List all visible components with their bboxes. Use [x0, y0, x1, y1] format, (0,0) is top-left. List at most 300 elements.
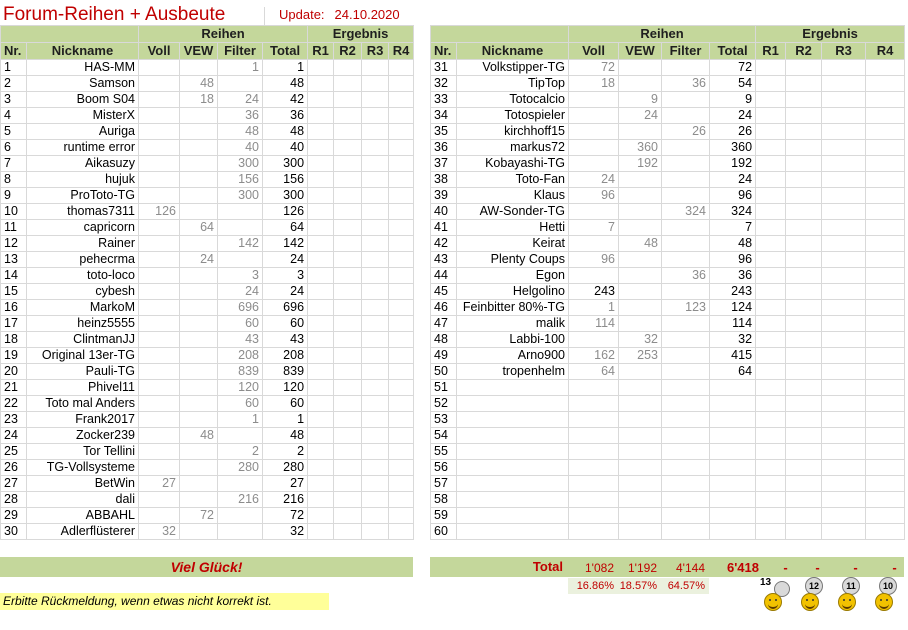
row-voll: 243	[569, 284, 619, 300]
row-total: 36	[263, 108, 308, 124]
row-vew	[619, 524, 662, 540]
row-r1	[756, 380, 786, 396]
row-nickname: TG-Vollsysteme	[27, 460, 139, 476]
row-r2	[334, 236, 362, 252]
row-voll: 32	[139, 524, 180, 540]
row-r4	[389, 76, 414, 92]
row-number: 25	[1, 444, 27, 460]
row-vew	[619, 188, 662, 204]
row-nickname: Zocker239	[27, 428, 139, 444]
row-vew	[180, 380, 218, 396]
table-row	[431, 364, 905, 380]
row-total: 124	[710, 300, 756, 316]
table-row	[1, 284, 414, 300]
row-r4	[389, 236, 414, 252]
row-r1	[308, 460, 334, 476]
row-filter	[662, 460, 710, 476]
row-vew	[619, 76, 662, 92]
table-row	[431, 284, 905, 300]
row-r1	[756, 236, 786, 252]
participants-table-right	[430, 25, 905, 540]
row-r3	[362, 364, 389, 380]
row-r3	[362, 300, 389, 316]
table-row	[431, 300, 905, 316]
header-r3: R3	[822, 43, 866, 60]
row-vew	[180, 172, 218, 188]
row-vew: 48	[180, 76, 218, 92]
row-r3	[822, 316, 866, 332]
row-r3	[822, 412, 866, 428]
table-row	[1, 444, 414, 460]
row-total: 48	[263, 76, 308, 92]
row-voll: 27	[139, 476, 180, 492]
table-row	[431, 492, 905, 508]
row-r4	[389, 348, 414, 364]
row-r1	[308, 172, 334, 188]
row-voll	[139, 364, 180, 380]
row-r4	[866, 252, 905, 268]
row-nickname: Frank2017	[27, 412, 139, 428]
row-r1	[308, 380, 334, 396]
row-r2	[334, 284, 362, 300]
row-r2	[786, 460, 822, 476]
table-row	[1, 476, 414, 492]
row-vew	[619, 476, 662, 492]
row-r2	[334, 316, 362, 332]
row-r2	[334, 524, 362, 540]
row-filter	[662, 156, 710, 172]
row-filter	[662, 476, 710, 492]
header-r1: R1	[308, 43, 334, 60]
row-r2	[786, 332, 822, 348]
row-filter	[662, 140, 710, 156]
row-voll	[139, 108, 180, 124]
row-total: 696	[263, 300, 308, 316]
row-r1	[308, 524, 334, 540]
row-number: 52	[431, 396, 457, 412]
row-voll	[569, 92, 619, 108]
row-nickname	[457, 460, 569, 476]
row-number: 51	[431, 380, 457, 396]
row-number: 32	[431, 76, 457, 92]
row-r4	[389, 140, 414, 156]
row-r1	[756, 156, 786, 172]
row-nickname: Plenty Coups	[457, 252, 569, 268]
row-total: 24	[263, 284, 308, 300]
table-row	[431, 92, 905, 108]
row-vew: 9	[619, 92, 662, 108]
row-r1	[756, 60, 786, 76]
row-r2	[786, 316, 822, 332]
table-row	[1, 380, 414, 396]
row-r1	[308, 492, 334, 508]
row-r1	[308, 76, 334, 92]
row-nickname	[457, 428, 569, 444]
row-voll	[139, 316, 180, 332]
row-r4	[389, 316, 414, 332]
row-r4	[866, 108, 905, 124]
row-number: 30	[1, 524, 27, 540]
row-total: 280	[263, 460, 308, 476]
row-filter	[662, 396, 710, 412]
11er-smiley-icon	[834, 577, 864, 611]
row-voll	[569, 444, 619, 460]
row-filter	[662, 412, 710, 428]
row-vew	[180, 364, 218, 380]
row-nickname: ClintmanJJ	[27, 332, 139, 348]
r2-result: -	[815, 560, 820, 575]
row-total: 64	[263, 220, 308, 236]
row-total	[710, 396, 756, 412]
row-number: 39	[431, 188, 457, 204]
row-total: 48	[710, 236, 756, 252]
table-row	[1, 428, 414, 444]
row-filter	[218, 252, 263, 268]
row-vew	[619, 492, 662, 508]
row-r4	[866, 140, 905, 156]
row-total: 60	[263, 316, 308, 332]
row-r4	[389, 172, 414, 188]
row-r3	[362, 252, 389, 268]
table-row	[1, 76, 414, 92]
row-r2	[786, 124, 822, 140]
row-filter: 1	[218, 60, 263, 76]
row-nickname: Original 13er-TG	[27, 348, 139, 364]
row-r1	[756, 428, 786, 444]
table-row	[1, 172, 414, 188]
update-info	[264, 7, 400, 25]
row-total: 72	[263, 508, 308, 524]
row-r1	[308, 220, 334, 236]
row-r3	[362, 316, 389, 332]
row-filter: 24	[218, 284, 263, 300]
row-vew	[619, 380, 662, 396]
row-voll	[139, 412, 180, 428]
row-total: 96	[710, 252, 756, 268]
row-total: 324	[710, 204, 756, 220]
row-nickname: toto-loco	[27, 268, 139, 284]
header-nr: Nr.	[1, 43, 27, 60]
row-voll	[139, 124, 180, 140]
row-number: 57	[431, 476, 457, 492]
row-nickname: HAS-MM	[27, 60, 139, 76]
row-r1	[756, 204, 786, 220]
row-r3	[362, 76, 389, 92]
row-nickname: ABBAHL	[27, 508, 139, 524]
row-r3	[362, 476, 389, 492]
table-row	[1, 236, 414, 252]
table-row	[1, 140, 414, 156]
row-vew	[619, 428, 662, 444]
row-voll	[139, 508, 180, 524]
row-voll	[569, 460, 619, 476]
row-nickname	[457, 492, 569, 508]
row-r2	[334, 476, 362, 492]
row-number: 49	[431, 348, 457, 364]
row-filter: 142	[218, 236, 263, 252]
row-voll	[569, 396, 619, 412]
row-voll	[569, 236, 619, 252]
row-vew: 192	[619, 156, 662, 172]
row-filter	[662, 492, 710, 508]
row-r2	[786, 476, 822, 492]
row-r1	[308, 332, 334, 348]
row-r3	[822, 364, 866, 380]
header-r1: R1	[756, 43, 786, 60]
row-vew	[180, 396, 218, 412]
row-vew	[180, 108, 218, 124]
row-r4	[866, 300, 905, 316]
header-r2: R2	[786, 43, 822, 60]
smiley-label: 13	[760, 577, 772, 588]
row-voll	[139, 268, 180, 284]
row-nickname	[457, 524, 569, 540]
row-total: 24	[710, 172, 756, 188]
row-r3	[822, 220, 866, 236]
row-r1	[308, 156, 334, 172]
table-row	[1, 108, 414, 124]
voll-total: 1'082	[585, 561, 614, 575]
row-filter	[662, 332, 710, 348]
table-row	[1, 252, 414, 268]
row-r2	[786, 188, 822, 204]
header-r2: R2	[334, 43, 362, 60]
row-vew	[619, 204, 662, 220]
row-nickname: Pauli-TG	[27, 364, 139, 380]
row-total: 24	[263, 252, 308, 268]
row-r2	[334, 508, 362, 524]
row-filter	[662, 220, 710, 236]
row-r1	[756, 524, 786, 540]
row-number: 26	[1, 460, 27, 476]
row-total: 120	[263, 380, 308, 396]
table-row	[1, 92, 414, 108]
row-nickname: Aikasuzy	[27, 156, 139, 172]
row-vew	[180, 204, 218, 220]
row-nickname: Boom S04	[27, 92, 139, 108]
row-r1	[756, 396, 786, 412]
row-number: 53	[431, 412, 457, 428]
10er-smiley-icon	[871, 577, 901, 611]
row-r3	[822, 140, 866, 156]
row-r2	[334, 396, 362, 412]
row-vew	[619, 412, 662, 428]
row-r4	[866, 316, 905, 332]
row-r1	[308, 204, 334, 220]
row-r3	[822, 252, 866, 268]
table-row	[1, 524, 414, 540]
row-r3	[362, 508, 389, 524]
table-row	[431, 236, 905, 252]
row-total: 142	[263, 236, 308, 252]
table-row	[431, 108, 905, 124]
row-total: 216	[263, 492, 308, 508]
row-r2	[334, 156, 362, 172]
row-nickname: MisterX	[27, 108, 139, 124]
row-r2	[334, 428, 362, 444]
12er-smiley-icon	[797, 577, 827, 611]
row-r1	[308, 300, 334, 316]
row-nickname: BetWin	[27, 476, 139, 492]
row-filter: 36	[662, 76, 710, 92]
row-r3	[822, 524, 866, 540]
table-row	[431, 332, 905, 348]
header-r4: R4	[389, 43, 414, 60]
row-r1	[756, 316, 786, 332]
row-r1	[756, 508, 786, 524]
row-voll	[569, 204, 619, 220]
row-total	[710, 428, 756, 444]
row-number: 33	[431, 92, 457, 108]
row-number: 43	[431, 252, 457, 268]
row-r2	[786, 300, 822, 316]
row-voll	[139, 460, 180, 476]
table-row	[431, 76, 905, 92]
row-r1	[308, 444, 334, 460]
row-r2	[786, 428, 822, 444]
row-vew	[180, 156, 218, 172]
row-total: 96	[710, 188, 756, 204]
table-row	[431, 268, 905, 284]
row-r2	[786, 76, 822, 92]
row-total	[710, 524, 756, 540]
row-voll: 162	[569, 348, 619, 364]
row-number: 41	[431, 220, 457, 236]
row-number: 28	[1, 492, 27, 508]
row-r4	[389, 188, 414, 204]
row-r2	[334, 92, 362, 108]
row-vew	[619, 220, 662, 236]
row-vew	[180, 140, 218, 156]
header-voll: Voll	[139, 43, 180, 60]
row-r2	[786, 172, 822, 188]
row-nickname: pehecrma	[27, 252, 139, 268]
row-r4	[866, 396, 905, 412]
row-r1	[756, 444, 786, 460]
row-total: 64	[710, 364, 756, 380]
row-voll	[139, 156, 180, 172]
row-r2	[334, 444, 362, 460]
row-number: 8	[1, 172, 27, 188]
row-number: 6	[1, 140, 27, 156]
row-r1	[756, 124, 786, 140]
row-number: 29	[1, 508, 27, 524]
row-filter	[662, 524, 710, 540]
row-r3	[822, 444, 866, 460]
total-label: Total	[532, 559, 563, 574]
header-blank	[1, 26, 139, 43]
row-r2	[786, 524, 822, 540]
row-r3	[822, 92, 866, 108]
row-r2	[786, 380, 822, 396]
row-r2	[786, 508, 822, 524]
row-number: 19	[1, 348, 27, 364]
row-number: 11	[1, 220, 27, 236]
row-nickname: tropenhelm	[457, 364, 569, 380]
row-number: 5	[1, 124, 27, 140]
row-voll: 7	[569, 220, 619, 236]
row-r4	[866, 460, 905, 476]
row-voll: 64	[569, 364, 619, 380]
row-voll	[569, 476, 619, 492]
row-vew: 18	[180, 92, 218, 108]
header-reihen: Reihen	[139, 26, 308, 43]
row-r2	[786, 60, 822, 76]
row-nickname: Totocalcio	[457, 92, 569, 108]
row-total: 32	[263, 524, 308, 540]
row-r2	[334, 332, 362, 348]
row-filter: 26	[662, 124, 710, 140]
row-r3	[362, 236, 389, 252]
row-nickname: Egon	[457, 268, 569, 284]
header-r3: R3	[362, 43, 389, 60]
header-filter: Filter	[218, 43, 263, 60]
row-voll	[139, 428, 180, 444]
row-nickname: cybesh	[27, 284, 139, 300]
row-r3	[362, 348, 389, 364]
row-vew	[180, 316, 218, 332]
row-total: 9	[710, 92, 756, 108]
row-vew	[180, 332, 218, 348]
row-filter	[218, 524, 263, 540]
row-nickname: runtime error	[27, 140, 139, 156]
row-voll	[139, 492, 180, 508]
row-r3	[822, 172, 866, 188]
row-number: 4	[1, 108, 27, 124]
row-nickname: dali	[27, 492, 139, 508]
row-vew	[619, 364, 662, 380]
row-r2	[786, 156, 822, 172]
row-number: 55	[431, 444, 457, 460]
row-number: 44	[431, 268, 457, 284]
row-number: 18	[1, 332, 27, 348]
row-voll: 126	[139, 204, 180, 220]
row-number: 36	[431, 140, 457, 156]
participants-table-left	[0, 25, 414, 540]
row-number: 9	[1, 188, 27, 204]
row-filter: 36	[662, 268, 710, 284]
row-r1	[756, 108, 786, 124]
row-voll: 96	[569, 188, 619, 204]
row-r3	[362, 380, 389, 396]
row-voll	[139, 236, 180, 252]
row-r3	[362, 524, 389, 540]
row-r3	[362, 140, 389, 156]
row-number: 2	[1, 76, 27, 92]
row-nickname: hujuk	[27, 172, 139, 188]
row-number: 56	[431, 460, 457, 476]
row-r3	[362, 396, 389, 412]
row-r1	[308, 428, 334, 444]
row-r2	[786, 364, 822, 380]
row-r4	[866, 92, 905, 108]
row-number: 1	[1, 60, 27, 76]
row-voll: 96	[569, 252, 619, 268]
filter-total: 4'144	[676, 561, 705, 575]
row-voll: 114	[569, 316, 619, 332]
row-r4	[866, 476, 905, 492]
table-row	[431, 140, 905, 156]
row-r2	[786, 140, 822, 156]
row-r2	[786, 492, 822, 508]
row-r4	[389, 396, 414, 412]
row-r3	[822, 348, 866, 364]
row-voll	[569, 332, 619, 348]
row-r3	[822, 396, 866, 412]
table-row	[1, 348, 414, 364]
row-r2	[334, 252, 362, 268]
row-r3	[362, 172, 389, 188]
